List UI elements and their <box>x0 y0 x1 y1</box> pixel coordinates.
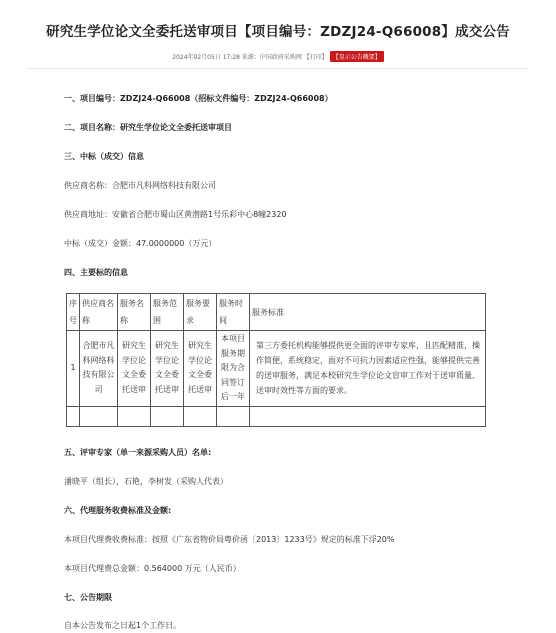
cell-service-name: 研究生学位论文全委托送审 <box>118 331 151 407</box>
table-empty-row <box>67 406 486 426</box>
cell-no: 1 <box>67 331 80 407</box>
page-title: 研究生学位论文全委托送审项目【项目编号：ZDZJ24-Q66008】成交公告 <box>46 24 510 40</box>
cell-service-scope: 研究生学位论文全委托送审 <box>151 331 184 407</box>
award-amount: 中标（成交）金额：47.0000000（万元） <box>64 239 217 248</box>
cell-service-time: 本项目服务期限为合同签订后一年 <box>217 331 250 407</box>
section-main-items: 四、主要标的信息 <box>64 268 128 277</box>
divider <box>28 68 528 69</box>
notice-period: 自本公告发布之日起1个工作日。 <box>64 621 182 630</box>
supplier-address: 供应商地址：安徽省合肥市蜀山区黄潜路1号乐彩中心8幢2320 <box>64 210 287 219</box>
col-header-service-time: 服务时间 <box>217 294 250 331</box>
supplier-name: 供应商名称：合肥市凡科网络科技有限公司 <box>64 181 216 190</box>
show-summary-button[interactable]: 【显示公告概要】 <box>330 51 384 62</box>
cell-service-standard: 第三方委托机构能够提供更全面的评审专家库，且匹配精准，操作简便，系统稳定，面对不可抗力因素适应性强，能够提供完善的送审服务，满足本校研究生学位论文盲审工作对于送审质量、送审时效性等方面的要求。 <box>250 331 486 407</box>
table-row <box>67 331 486 407</box>
section-experts: 五、评审专家（单一来源采购人员）名单: <box>64 448 212 457</box>
section-award-info: 三、中标（成交）信息 <box>64 152 144 161</box>
expert-list: 潘晓平（组长），石艳，李树发（采购人代表） <box>64 477 228 486</box>
section-project-name: 二、项目名称：研究生学位论文全委托送审项目 <box>64 123 232 132</box>
fee-standard: 本项目代理费收费标准：按照《广东省物价局粤价函〔2013〕1233号》规定的标准下浮20% <box>64 535 395 544</box>
col-header-service-scope: 服务范围 <box>151 294 184 331</box>
col-header-service-name: 服务名称 <box>118 294 151 331</box>
col-header-no: 序号 <box>67 294 80 331</box>
section-notice-period: 七、公告期限 <box>64 593 112 602</box>
col-header-supplier: 供应商名称 <box>80 294 118 331</box>
col-header-service-req: 服务要求 <box>184 294 217 331</box>
meta-text: 2024年02月05日 17:28 来源：中国政府采购网 【打印】 <box>172 54 328 61</box>
section-agency-fee: 六、代理服务收费标准及金额: <box>64 506 172 515</box>
cell-supplier: 合肥市凡科网络科技有限公司 <box>80 331 118 407</box>
main-items-table <box>66 293 486 427</box>
meta-line <box>0 51 556 62</box>
fee-amount: 本项目代理费总金额：0.564000 万元（人民币） <box>64 564 241 573</box>
section-project-number: 一、项目编号：ZDZJ24-Q66008（招标文件编号：ZDZJ24-Q66008） <box>64 94 333 103</box>
table-header-row <box>67 294 486 331</box>
col-header-service-standard: 服务标准 <box>250 294 486 331</box>
cell-service-req: 研究生学位论文全委托送审 <box>184 331 217 407</box>
